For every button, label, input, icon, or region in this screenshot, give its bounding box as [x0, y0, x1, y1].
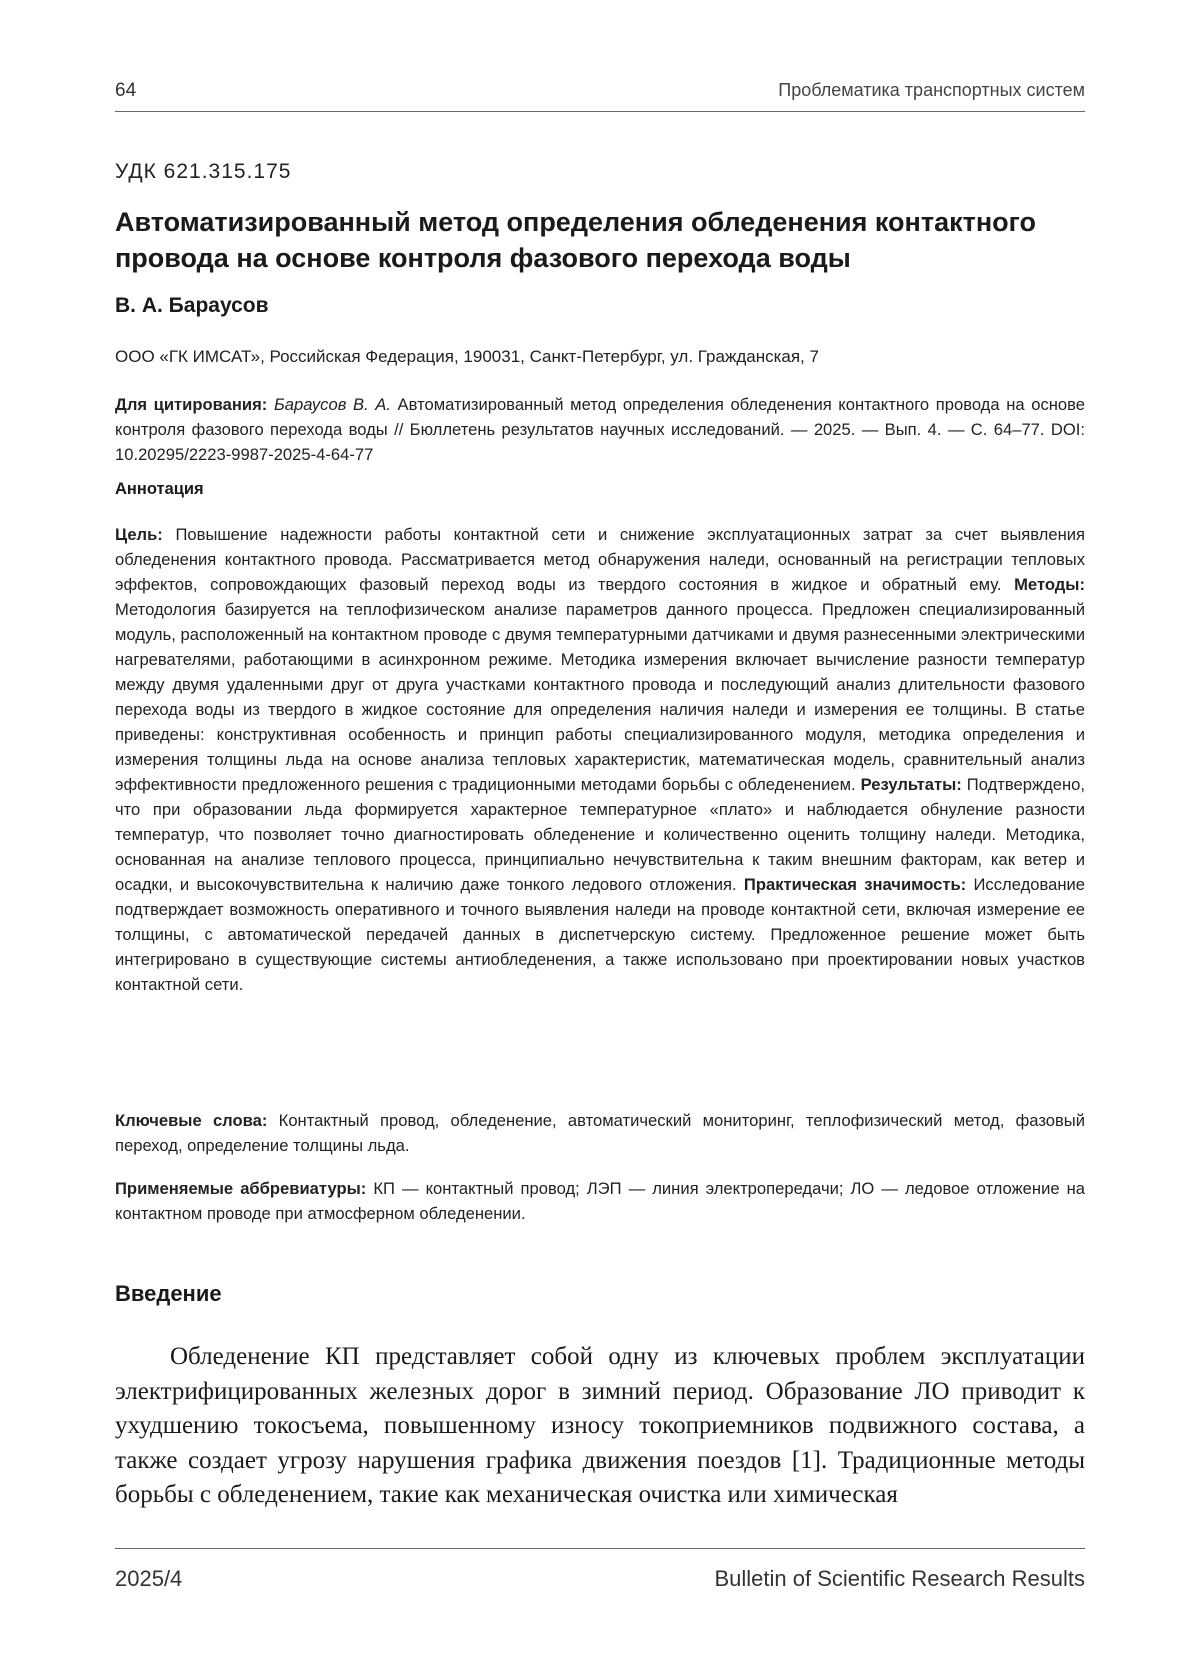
keywords-label: Ключевые слова: [115, 1111, 268, 1130]
significance-label: Практическая значимость: [743, 875, 967, 894]
goal-label: Цель: [115, 525, 163, 544]
results-text: Подтверждено, что при образовании льда формируется характерное температурное «плато» и наблюдается обнуление разности температур, что позволяет точно диагностировать обледенение и количественно оценить толщину наледи. Методика, основанная на анализе теплового процесса, принципиально нечувствительна к таким внешним факторам, как ветер и осадки, и высокочувствительна к наличию даже тонкого ледового отложения. [115, 775, 1085, 894]
keywords-text: Контактный провод, обледенение, автоматический мониторинг, теплофизический метод, фазовый переход, определение толщины льда. [115, 1111, 1085, 1155]
footer-divider [115, 1548, 1085, 1549]
introduction-paragraph: Обледенение КП представляет собой одну из ключевых проблем эксплуатации электрифицированных железных дорог в зимний период. Образование ЛО приводит к ухудшению токосъема, повышенному износу токоприемников подвижного состава, а также создает угрозу нарушения графика движения поездов [1]. Традиционные методы борьбы с обледенением, такие как механическая очистка или химическая [115, 1343, 1085, 1508]
header-divider [115, 111, 1085, 112]
introduction-heading: Введение [115, 1281, 222, 1306]
journal-page [115, 0, 1085, 1656]
citation-author: Бараусов В. А. [273, 395, 391, 414]
citation-label: Для цитирования: [115, 395, 268, 414]
issue-number: 2025/4 [115, 1566, 183, 1591]
methods-label: Методы: [1014, 575, 1085, 594]
annotation-heading: Аннотация [115, 480, 204, 498]
results-label: Результаты: [860, 775, 962, 794]
journal-section: Проблематика транспортных систем [778, 80, 1085, 100]
abbreviations-text: КП — контактный провод; ЛЭП — линия электропередачи; ЛО — ледовое отложение на контактном проводе при атмосферном обледенении. [115, 1179, 1086, 1223]
abstract-text [115, 522, 1085, 997]
page-number: 64 [115, 80, 137, 101]
author-affiliation: ООО «ГК ИМСАТ», Российская Федерация, 190031, Санкт-Петербург, ул. Гражданская, 7 [115, 347, 819, 366]
author-name: В. А. Бараусов [115, 294, 269, 317]
significance-text: Исследование подтверждает возможность оперативного и точного выявления наледи на проводе контактной сети, включая измерение ее толщины, с автоматической передачей данных в диспетчерскую систему. Предложенное решение может быть интегрировано в существующие системы антиобледенения, а также использовано при проектировании новых участков контактной сети. [115, 875, 1086, 994]
keywords-block [115, 1108, 1085, 1158]
udc-code: УДК 621.315.175 [115, 160, 292, 183]
running-footer [115, 1566, 1085, 1592]
article-title: Автоматизированный метод определения обледенения контактного провода на основе контроля фазового перехода воды [115, 207, 1037, 273]
methods-text: Методология базируется на теплофизическом анализе параметров данного процесса. Предложен специализированный модуль, расположенный на контактном проводе с двумя температурными датчиками и двумя разнесенными электрическими нагревателями, работающими в асинхронном режиме. Методика измерения включает вычисление разности температур между двумя удаленными друг от друга участками контактного провода и последующий анализ длительности фазового перехода воды из твердого в жидкое состояние для определения наличия наледи и измерения ее толщины. В статье приведены: конструктивная особенность и принцип работы специализированного модуля, методика определения и измерения толщины льда на основе анализа тепловых характеристик, математическая модель, сравнительный анализ эффективности предложенного решения с традиционными методами борьбы с обледенением. [115, 600, 1085, 794]
citation-block [115, 392, 1085, 467]
abbreviations-label: Применяемые аббревиатуры: [115, 1179, 367, 1198]
running-header [115, 80, 1085, 102]
journal-name: Bulletin of Scientific Research Results [714, 1566, 1085, 1591]
abbreviations-block [115, 1176, 1085, 1226]
citation-text: Автоматизированный метод определения обледенения контактного провода на основе контроля фазового перехода воды // Бюллетень результатов научных исследований. — 2025. — Вып. 4. — С. 64–77. DOI: 10.20295/2223-9987-2025-4-64-77 [115, 395, 1085, 464]
goal-text: Повышение надежности работы контактной сети и снижение эксплуатационных затрат за счет выявления обледенения контактного провода. Рассматривается метод обнаружения наледи, основанный на регистрации тепловых эффектов, сопровождающих фазовый переход воды из твердого состояния в жидкое и обратный ему. [115, 525, 1085, 594]
